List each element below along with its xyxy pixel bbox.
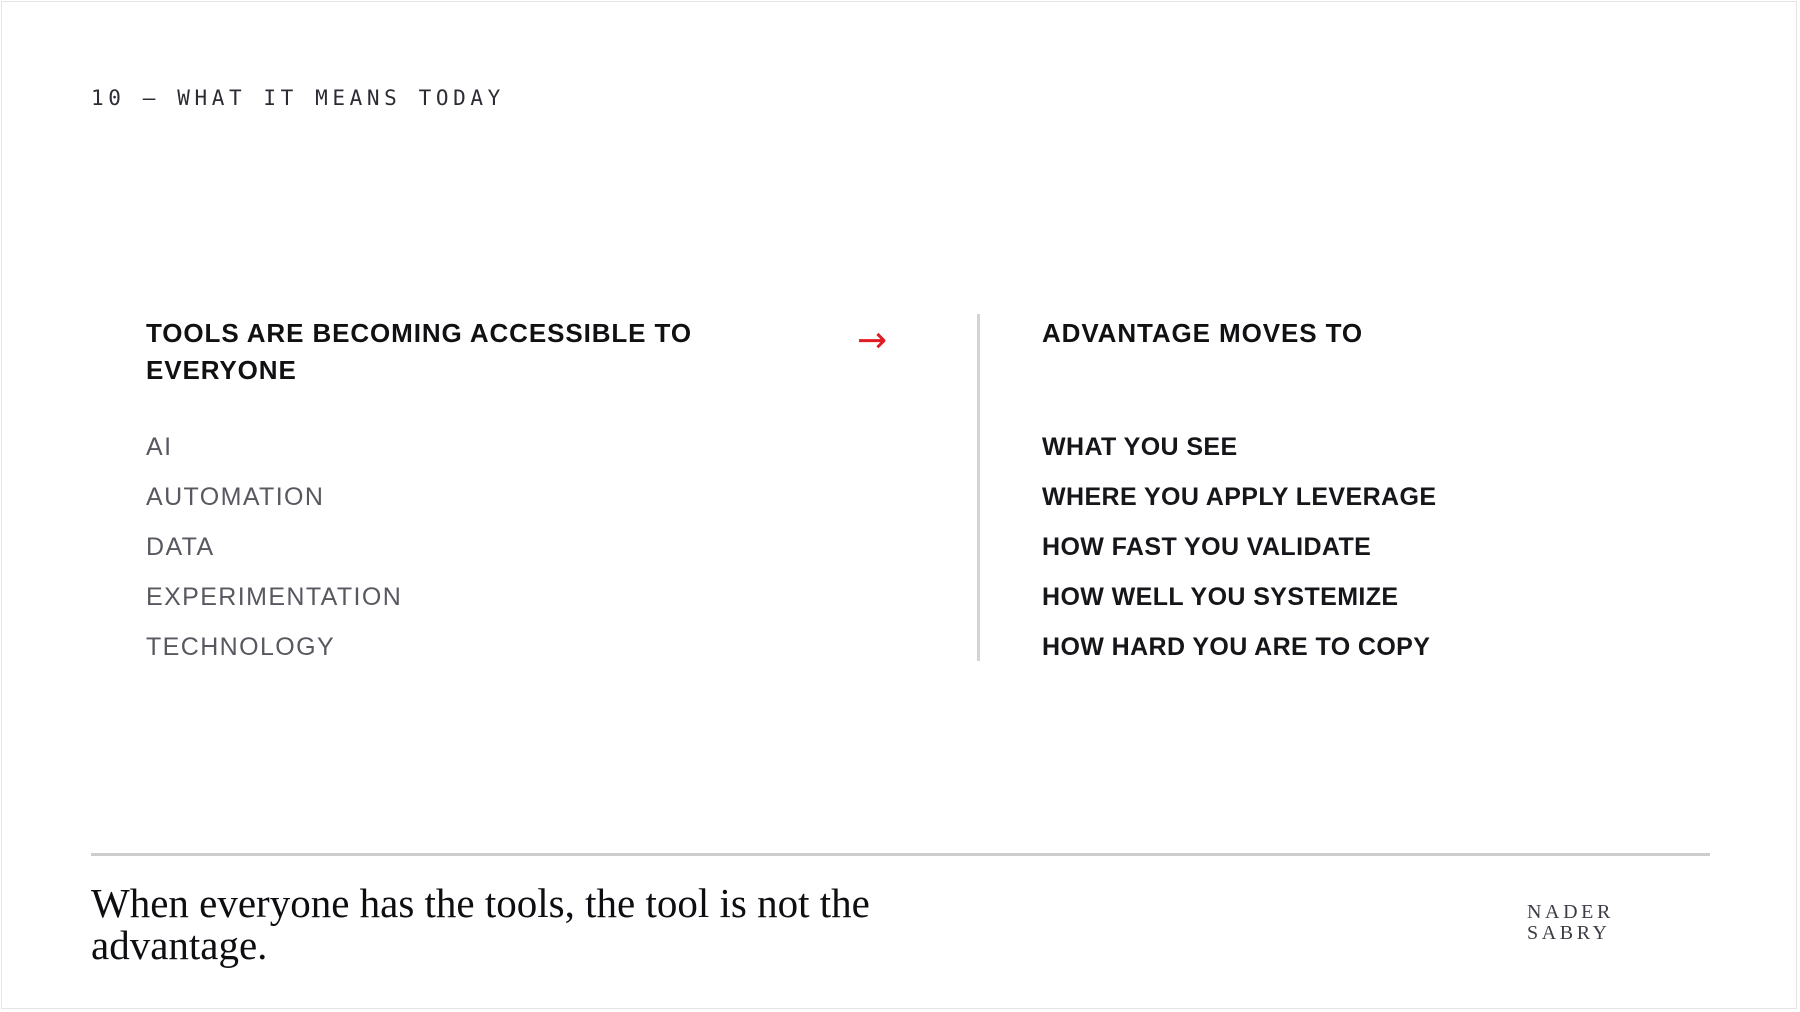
advantage-item: HOW HARD YOU ARE TO COPY bbox=[1042, 633, 1431, 661]
author-name bbox=[1527, 902, 1614, 944]
tool-item: EXPERIMENTATION bbox=[146, 583, 403, 611]
advantage-item: WHERE YOU APPLY LEVERAGE bbox=[1042, 483, 1437, 511]
column-divider bbox=[977, 314, 980, 661]
advantage-heading: ADVANTAGE MOVES TO bbox=[1042, 318, 1364, 348]
tool-item: DATA bbox=[146, 533, 215, 561]
author-first-name: NADER bbox=[1527, 901, 1614, 923]
tools-column bbox=[146, 315, 746, 672]
footer-rule bbox=[91, 853, 1710, 856]
section-label: 10 — WHAT IT MEANS TODAY bbox=[91, 86, 505, 110]
tool-item: AI bbox=[146, 433, 173, 461]
advantage-item: HOW WELL YOU SYSTEMIZE bbox=[1042, 583, 1399, 611]
advantage-item: HOW FAST YOU VALIDATE bbox=[1042, 533, 1372, 561]
tool-item: AUTOMATION bbox=[146, 483, 325, 511]
advantage-column bbox=[1042, 315, 1662, 672]
tagline: When everyone has the tools, the tool is not the advantage. bbox=[91, 880, 870, 968]
right-arrow-icon: → bbox=[857, 320, 888, 361]
tools-heading: TOOLS ARE BECOMING ACCESSIBLE TO EVERYONE bbox=[146, 318, 692, 385]
author-last-name: SABRY bbox=[1527, 922, 1611, 944]
slide bbox=[1, 1, 1797, 1009]
advantage-item: WHAT YOU SEE bbox=[1042, 433, 1238, 461]
tool-item: TECHNOLOGY bbox=[146, 633, 336, 661]
